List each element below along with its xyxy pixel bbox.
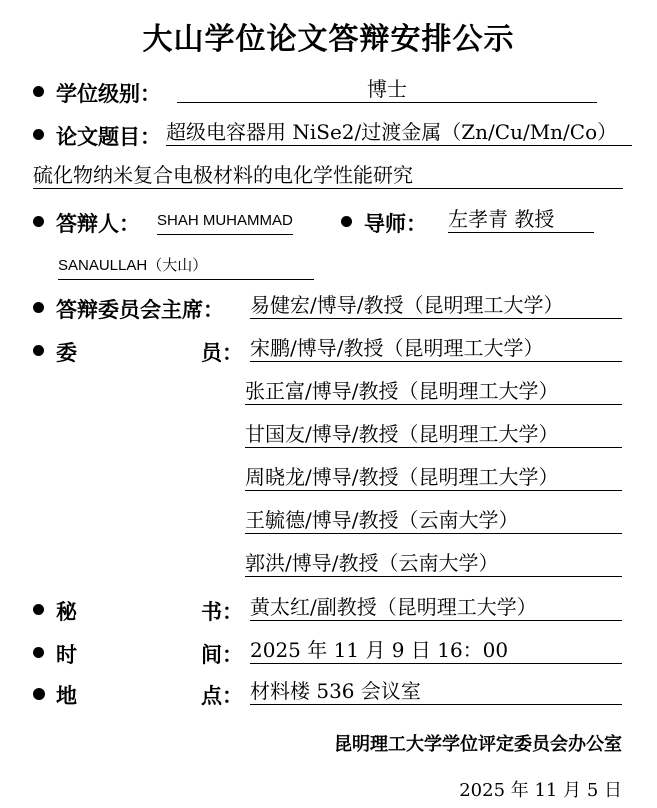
committee-member: 王毓德/博导/教授（云南大学） [245,507,622,534]
bullet-icon [33,604,44,615]
committee-label-right: 员： [201,341,243,365]
time-label-right: 间： [201,643,243,667]
page-title: 大山学位论文答辩安排公示 [142,22,515,57]
place-label-left: 地 [56,684,77,708]
advisor-value: 左孝青 教授 [448,206,594,233]
degree-label: 学位级别： [56,82,161,106]
committee-member: 张正富/博导/教授（昆明理工大学） [245,378,622,405]
bullet-icon [33,216,44,227]
thesis-label: 论文题目： [56,125,161,149]
bullet-icon [33,345,44,356]
secretary-label-right: 书： [201,600,243,624]
bullet-icon [33,647,44,658]
defender-name-line2 [58,250,314,280]
committee-member: 周晓龙/博导/教授（昆明理工大学） [245,464,622,491]
committee-member: 甘国友/博导/教授（昆明理工大学） [245,421,622,448]
time-value: 2025 年 11 月 9 日 16：00 [250,637,622,664]
bullet-icon [33,302,44,313]
defender-label: 答辩人： [56,212,140,236]
bullet-icon [33,129,44,140]
bullet-icon [341,216,352,227]
issue-date: 2025 年 11 月 5 日 [459,780,622,801]
time-label-left: 时 [56,643,77,667]
defender-name-line2-text: SANAULLAH（大山） [58,257,208,274]
chair-value: 易健宏/博导/教授（昆明理工大学） [250,292,622,319]
committee-label-left: 委 [56,341,77,365]
advisor-label: 导师： [364,212,427,236]
committee-member: 宋鹏/博导/教授（昆明理工大学） [250,335,622,362]
defender-name-line1: SHAH MUHAMMAD [157,208,293,235]
issuing-office: 昆明理工大学学位评定委员会办公室 [334,734,622,755]
place-value: 材料楼 536 会议室 [250,678,622,705]
degree-value: 博士 [177,76,597,103]
secretary-label-left: 秘 [56,600,77,624]
thesis-title-line1: 超级电容器用 NiSe2/过渡金属（Zn/Cu/Mn/Co） [166,119,632,146]
committee-member: 郭洪/博导/教授（云南大学） [245,550,622,577]
secretary-value: 黄太红/副教授（昆明理工大学） [250,594,622,621]
thesis-title-line2: 硫化物纳米复合电极材料的电化学性能研究 [33,162,623,189]
chair-label: 答辩委员会主席： [56,298,224,322]
place-label-right: 点： [201,684,243,708]
bullet-icon [33,86,44,97]
bullet-icon [33,688,45,700]
